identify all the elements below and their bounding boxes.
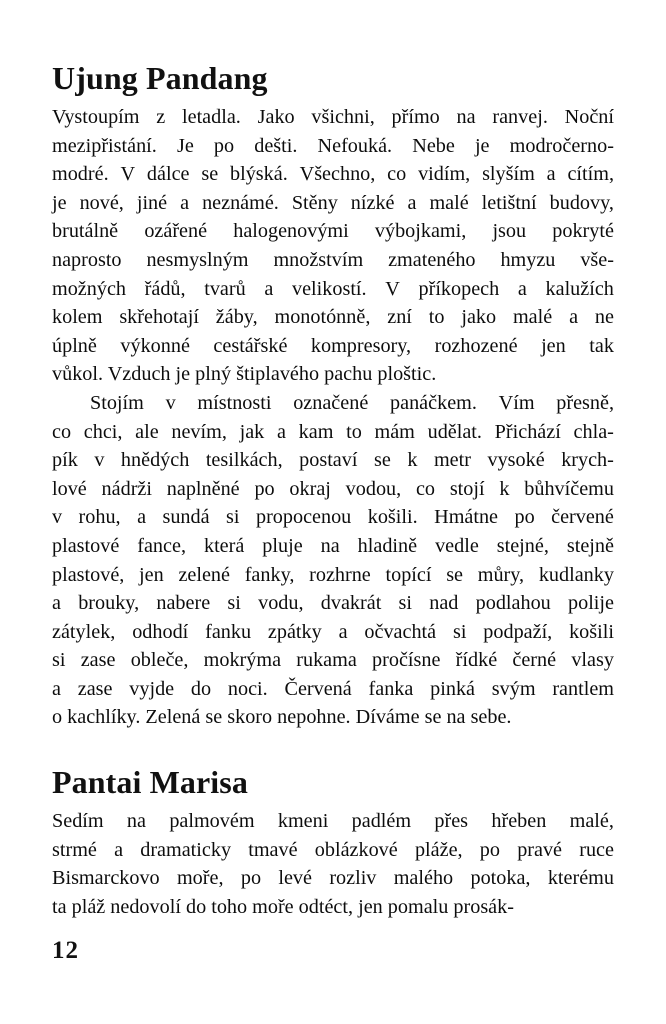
text-line: lové nádrži naplněné po okraj vodou, co stojí k bůhvíčemu [52,477,614,500]
text-line: brutálně ozářené halogenovými výbojkami, jsou pokryté [52,220,614,243]
text-line: Sedím na palmovém kmeni padlém přes hřeben malé, [52,810,614,832]
text-line: pík v hnědých tesilkách, postaví se k metr vysoké krych- [52,449,614,472]
text-line: v rohu, a sundá si propocenou košili. Hmátne po červené [52,506,614,529]
text-line: naprosto nesmyslným množstvím zmateného hmyzu vše- [52,248,614,271]
text-line: Stojím v místnosti označené panáčkem. Vím přesně, [90,391,614,414]
text-line: možných řádů, tvarů a velikostí. V příkopech a kalužích [52,277,614,300]
text-line: je nové, jiné a neznámé. Stěny nízké a malé letištní budovy, [52,191,614,214]
text-line: co chci, ale nevím, jak a kam to mám udělat. Přichází chla- [52,420,614,443]
text-line: strmé a dramaticky tmavé oblázkové pláže, po pravé ruce [52,838,614,861]
text-line: a brouky, nabere si vodu, dvakrát si nad podlahou polije [52,592,614,615]
text-line: Vystoupím z letadla. Jako všichni, přímo na ranvej. Noční [52,106,614,128]
text-line: kolem skřehotají žáby, monotónně, zní to jako malé a ne [52,306,614,329]
text-line: ta pláž nedovolí do toho moře odtéct, jen pomalu prosák- [52,895,514,918]
text-line: mezipřistání. Je po dešti. Nefouká. Nebe je modročerno- [52,134,614,157]
text-line: a zase vyjde do noci. Červená fanka pinká svým rantlem [52,677,614,700]
text-line: vůkol. Vzduch je plný štiplavého pachu ploštic. [52,363,437,386]
text-line: o kachlíky. Zelená se skoro nepohne. Díváme se na sebe. [52,706,512,729]
text-line: úplně výkonné cestářské kompresory, rozhozené jen tak [52,334,614,357]
text-line: si zase obleče, mokrýma rukama pročísne řídké černé vlasy [52,649,614,672]
body-text-pantai-marisa [52,807,614,921]
chapter-heading-ujung-pandang: Ujung Pandang [52,60,268,97]
text-line: zátylek, odhodí fanku zpátky a očvachtá si podpaží, košili [52,620,614,643]
text-line: Bismarckovo moře, po levé rozliv malého potoka, kterému [52,867,614,890]
body-text-ujung-pandang [52,103,614,732]
text-line: plastové, jen zelené fanky, rozhrne topící se můry, kudlanky [52,563,614,586]
chapter-heading-pantai-marisa: Pantai Marisa [52,764,248,801]
page-number: 12 [52,937,79,964]
text-line: modré. V dálce se blýská. Všechno, co vidím, slyším a cítím, [52,163,614,186]
text-line: plastové fance, která pluje na hladině vedle stejné, stejně [52,534,614,557]
